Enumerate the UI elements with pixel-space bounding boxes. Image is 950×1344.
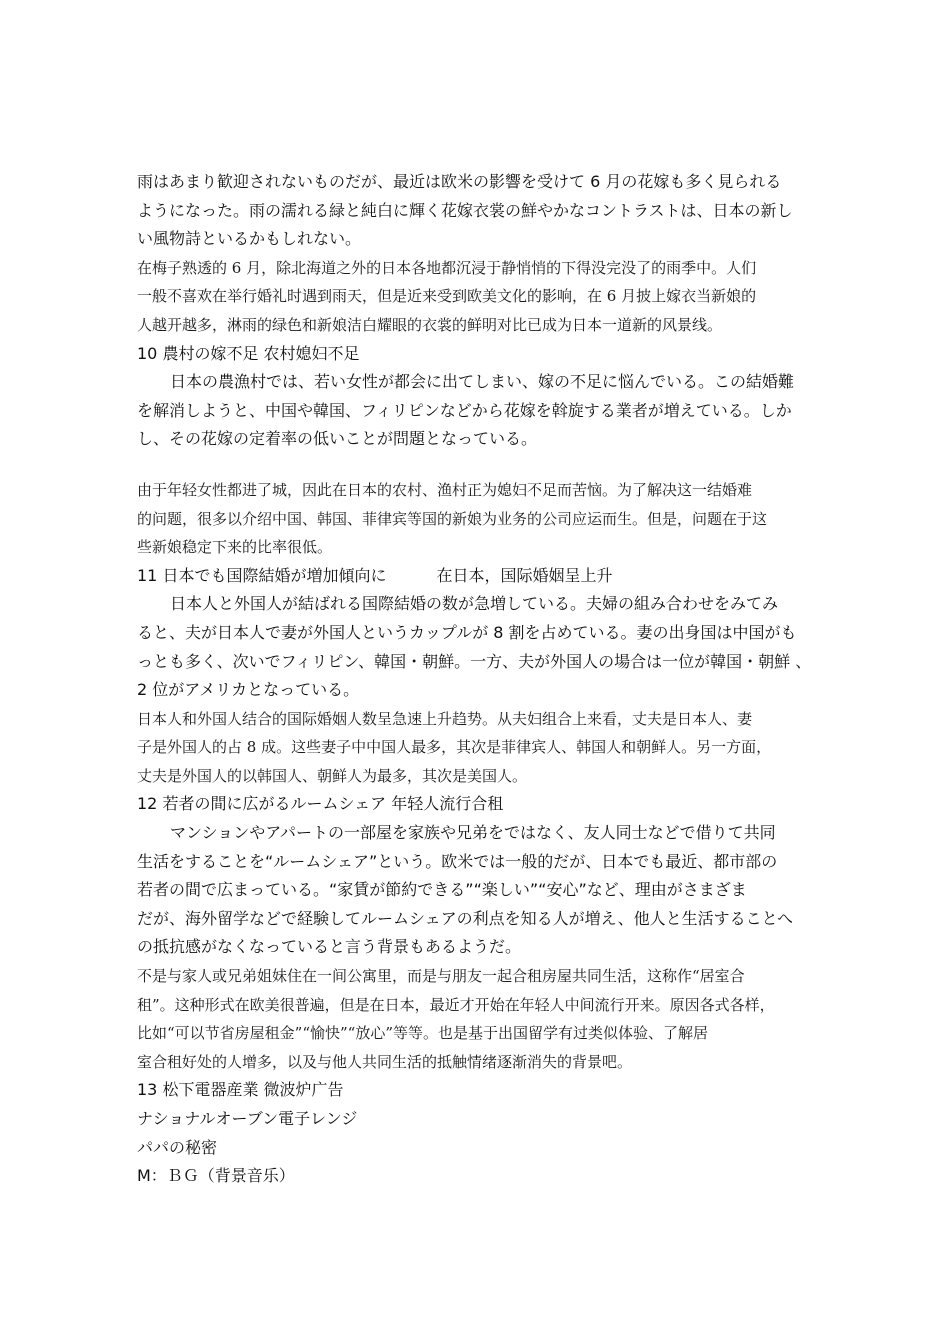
heading-chinese: 微波炉广告 (263, 1080, 344, 1100)
paragraph-line: 租”。这种形式在欧美很普遍，但是在日本，最近才开始在年轻人中间流行开来。原因各式各样， (137, 995, 775, 1014)
document-body (137, 168, 827, 1191)
section-13-heading (137, 1076, 827, 1105)
heading-japanese: 10 農村の嫁不足 (137, 343, 259, 363)
paragraph-line: 若者の間で広まっている。“家賃が節約できる”“楽しい”“安心”など、理由がさまざま (137, 880, 747, 900)
heading-japanese: 12 若者の間に広がるルームシェア (137, 794, 387, 814)
section-10-chinese (137, 476, 827, 562)
paragraph-line: マンションやアパートの一部屋を家族や兄弟をではなく、友人同士などで借りて共同 (170, 823, 776, 843)
paragraph-line: 日本の農漁村では、若い女性が都会に出てしまい、嫁の不足に悩んでいる。この結婚難 (170, 372, 795, 392)
paragraph-line: 丈夫是外国人的以韩国人、朝鲜人为最多，其次是美国人。 (137, 766, 528, 785)
paragraph-line: 雨はあまり歓迎されないものだが、最近は欧米の影響を受けて 6 月の花嫁も多く見られる (137, 172, 782, 191)
section-13-body (137, 1105, 827, 1191)
paragraph-line: 由于年轻女性都进了城，因此在日本的农村、渔村正为媳妇不足而苦恼。为了解决这一结婚难 (137, 480, 753, 499)
section-11-japanese (137, 590, 827, 704)
paragraph-line: ると、夫が日本人で妻が外国人というカップルが 8 割を占めている。妻の出身国は中国がも (137, 622, 797, 642)
paragraph-line: 人越开越多，淋雨的绿色和新娘洁白耀眼的衣裳的鲜明对比已成为日本一道新的风景线。 (137, 315, 723, 334)
heading-japanese: 13 松下電器産業 (137, 1080, 259, 1100)
section-10-heading (137, 340, 827, 369)
paragraph-line: 室合租好处的人增多，以及与他人共同生活的抵触情绪逐渐消失的背景吧。 (137, 1052, 633, 1071)
paragraph-line: の抵抗感がなくなっていると言う背景もあるようだ。 (137, 937, 522, 957)
section-12-japanese (137, 819, 827, 962)
section-9-japanese (137, 168, 827, 254)
paragraph-line: 子是外国人的占 8 成。这些妻子中中国人最多，其次是菲律宾人、韩国人和朝鲜人。另一方面， (137, 738, 772, 757)
paragraph-line: 日本人和外国人结合的国际婚姻人数呈急速上升趋势。从夫妇组合上来看，丈夫是日本人、妻 (137, 709, 753, 728)
paragraph-line: っとも多く、次いでフィリピン、韓国・朝鮮。一方、夫が外国人の場合は一位が韓国・朝鮮 、 (137, 651, 812, 671)
paragraph-line: 的问题，很多以介绍中国、韩国、菲律宾等国的新娘为业务的公司应运而生。但是，问题在于这 (137, 509, 768, 528)
paragraph-line: だが、海外留学などで経験してルームシェアの利点を知る人が増え、他人と生活することへ (137, 908, 794, 928)
paragraph-line: パパの秘密 (137, 1137, 218, 1157)
paragraph-line: 2 位がアメリカとなっている。 (137, 680, 360, 700)
section-10-japanese (137, 368, 827, 454)
heading-chinese: 农村媳妇不足 (263, 343, 360, 363)
paragraph-line: 比如“可以节省房屋租金”“愉快”“放心”等等。也是基于出国留学有过类似体验、了解居 (137, 1024, 709, 1043)
paragraph-line: M：ＢＧ（背景音乐） (137, 1166, 295, 1186)
section-12-chinese (137, 962, 827, 1076)
heading-chinese: 年轻人流行合租 (391, 794, 504, 814)
heading-chinese: 在日本，国际婚姻呈上升 (436, 565, 613, 585)
paragraph-line: 不是与家人或兄弟姐妹住在一间公寓里，而是与朋友一起合租房屋共同生活，这称作“居室合 (137, 967, 745, 986)
paragraph-line: 生活をすることを“ルームシェア”という。欧米では一般的だが、日本でも最近、都市部の (137, 851, 778, 871)
paragraph-line: い風物詩といるかもしれない。 (137, 229, 362, 249)
section-11-chinese (137, 705, 827, 791)
paragraph-line: 些新娘稳定下来的比率很低。 (137, 538, 333, 557)
section-11-heading (137, 562, 827, 591)
heading-japanese: 11 日本でも国際結婚が増加傾向に (137, 565, 387, 585)
section-9-chinese (137, 254, 827, 340)
paragraph-line: ナショナルオーブン電子レンジ (137, 1109, 358, 1128)
paragraph-gap (137, 454, 827, 476)
paragraph-line: 日本人と外国人が結ばれる国際結婚の数が急増している。夫婦の組み合わせをみてみ (170, 594, 779, 614)
paragraph-line: ようになった。雨の濡れる緑と純白に輝く花嫁衣裳の鮮やかなコントラストは、日本の新し (137, 200, 793, 220)
paragraph-line: 在梅子熟透的 6 月，除北海道之外的日本各地都沉浸于静悄悄的下得没完没了的雨季中。人们 (137, 258, 757, 277)
paragraph-line: を解消しようと、中国や韓国、フィリピンなどから花嫁を斡旋する業者が増えている。しか (137, 400, 792, 420)
paragraph-line: し、その花嫁の定着率の低いことが問題となっている。 (137, 429, 538, 449)
paragraph-line: 一般不喜欢在举行婚礼时遇到雨天，但是近来受到欧美文化的影响，在 6 月披上嫁衣当新娘的 (137, 287, 757, 306)
section-12-heading (137, 790, 827, 819)
